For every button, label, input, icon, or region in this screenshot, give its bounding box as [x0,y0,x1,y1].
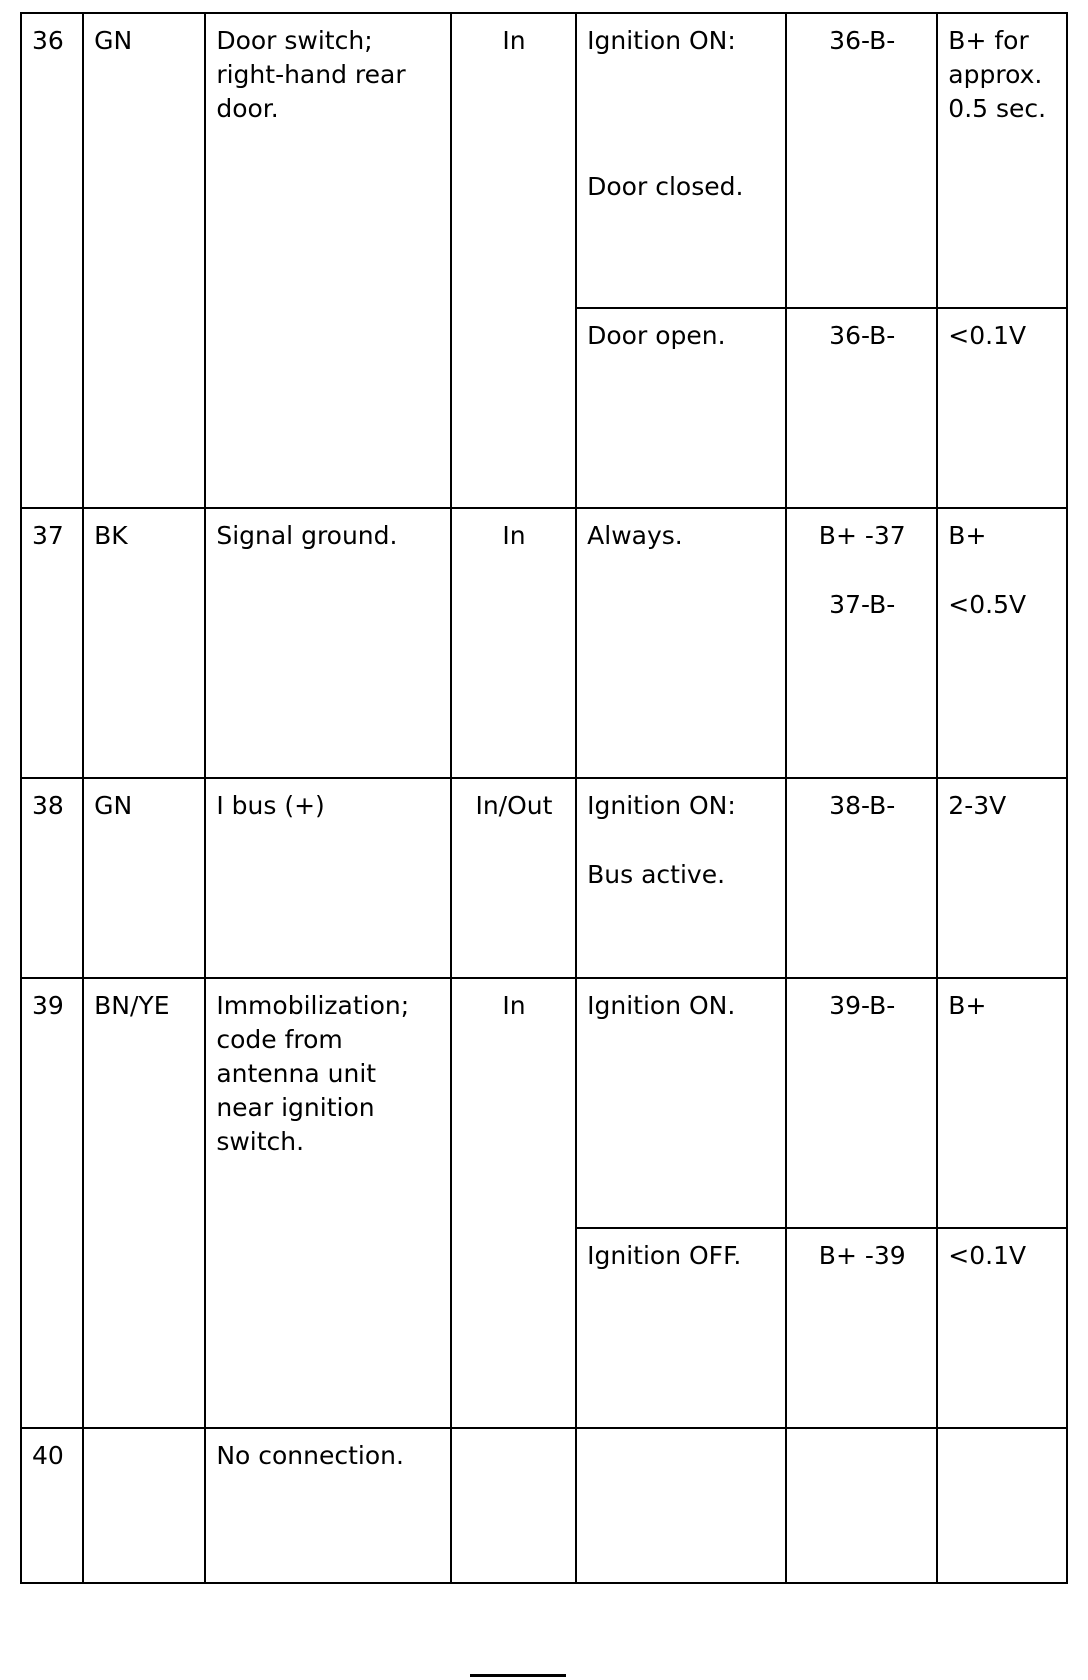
wire-color [83,1428,205,1583]
pin-description: Door switch; right-hand rear door. [205,13,450,508]
test-condition: Always. [576,508,786,778]
wire-color: BK [83,508,205,778]
table-row [21,1428,1067,1583]
pin-number: 39 [21,978,83,1428]
page-footer-rule [470,1674,566,1677]
wire-color: GN [83,13,205,508]
test-condition: Ignition ON. [576,978,786,1228]
nominal-value: B+ for approx. 0.5 sec. [937,13,1067,308]
measuring-points: 36-B- [786,308,937,508]
test-condition: Door open. [576,308,786,508]
test-condition: Ignition OFF. [576,1228,786,1428]
pin-description: No connection. [205,1428,450,1583]
table-row [21,778,1067,978]
measuring-points: 39-B- [786,978,937,1228]
measuring-points: 38-B- [786,778,937,978]
nominal-value: <0.1V [937,308,1067,508]
signal-direction [451,1428,576,1583]
signal-direction: In [451,978,576,1428]
pin-description: Immobilization; code from antenna unit near ignition switch. [205,978,450,1428]
nominal-value: B+ [937,978,1067,1228]
wire-color: GN [83,778,205,978]
signal-direction: In [451,13,576,508]
test-condition [576,1428,786,1583]
measuring-points [786,1428,937,1583]
pin-number: 37 [21,508,83,778]
test-condition: Ignition ON: Bus active. [576,778,786,978]
nominal-value: B+ <0.5V [937,508,1067,778]
pin-number: 36 [21,13,83,508]
table-row [21,978,1067,1228]
nominal-value: <0.1V [937,1228,1067,1428]
table-row [21,508,1067,778]
condition-line: Ignition ON: [587,26,736,55]
pin-number: 40 [21,1428,83,1583]
table-row [21,13,1067,308]
signal-direction: In/Out [451,778,576,978]
pin-description: Signal ground. [205,508,450,778]
measuring-points: B+ -39 [786,1228,937,1428]
nominal-value [937,1428,1067,1583]
signal-direction: In [451,508,576,778]
condition-line: Door closed. [587,172,744,201]
measuring-points: B+ -37 37-B- [786,508,937,778]
wire-color: BN/YE [83,978,205,1428]
pin-number: 38 [21,778,83,978]
pin-description: I bus (+) [205,778,450,978]
measuring-points: 36-B- [786,13,937,308]
nominal-value: 2-3V [937,778,1067,978]
pin-assignment-table [20,12,1068,1584]
test-condition [576,13,786,308]
